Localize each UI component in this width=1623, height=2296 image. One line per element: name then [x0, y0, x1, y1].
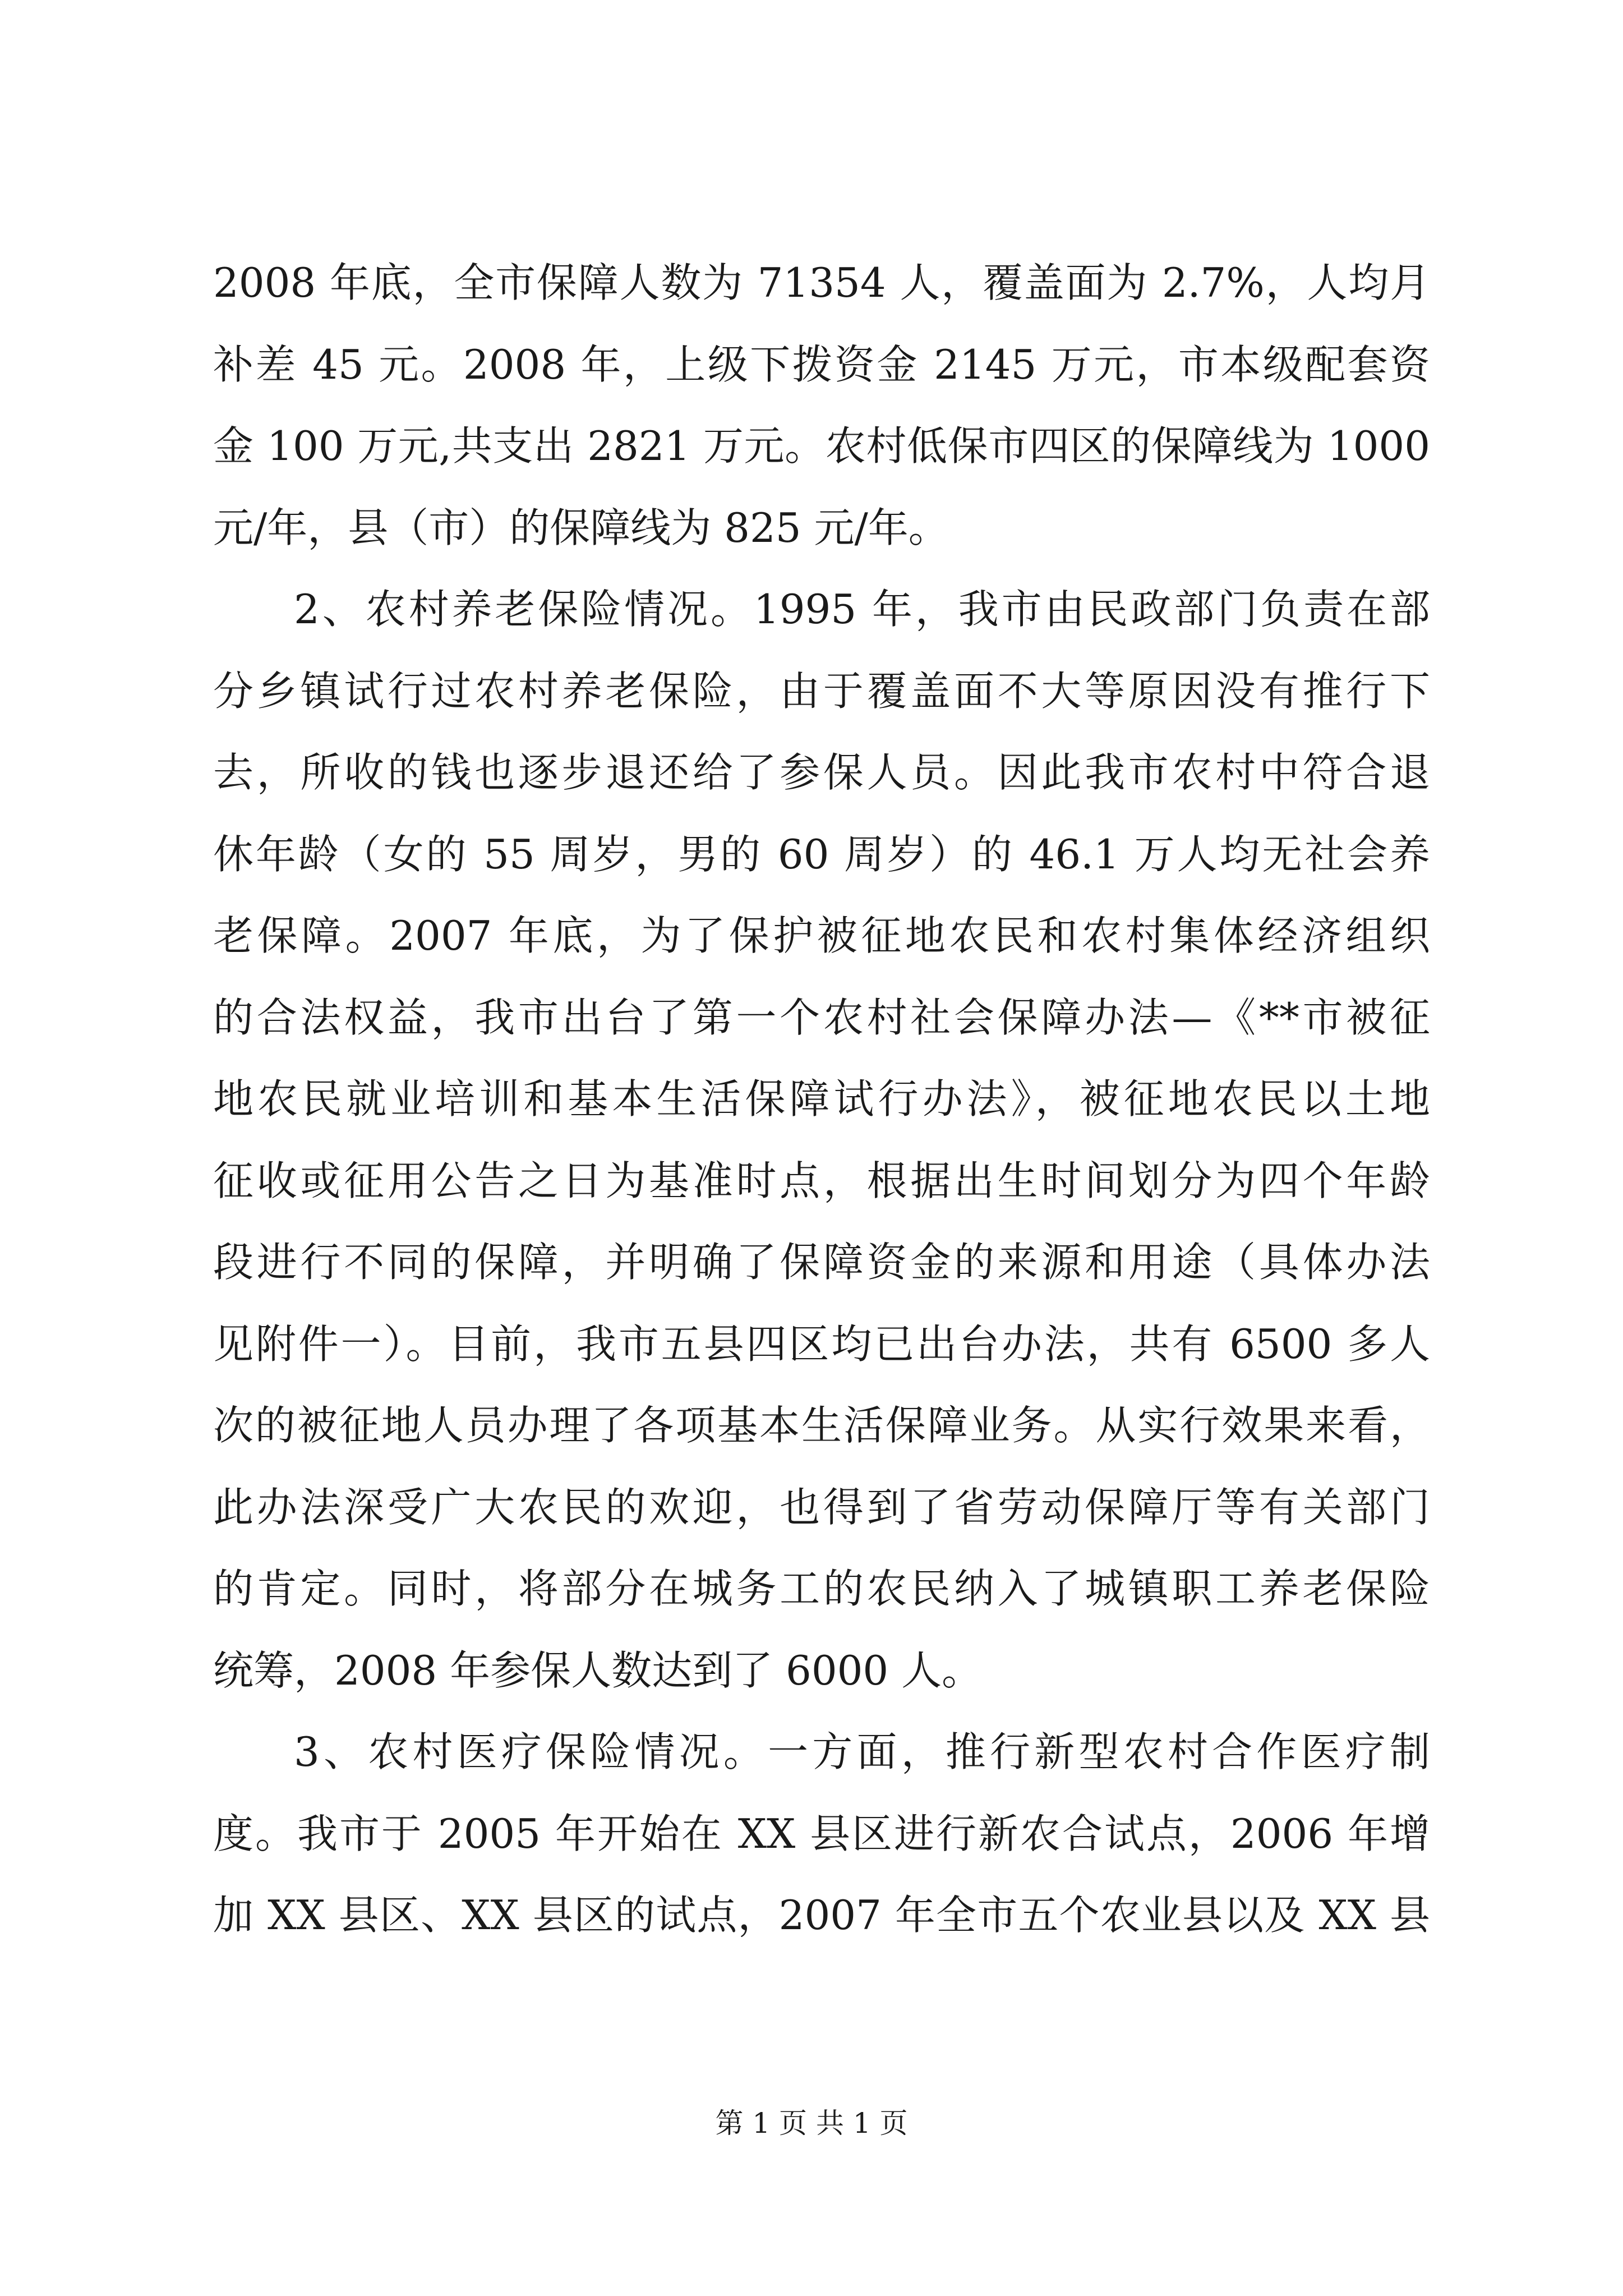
text-line: 的合法权益，我市出台了第一个农村社会保障办法—《**市被征: [213, 993, 1430, 1041]
text-line: 度。我市于 2005 年开始在 XX 县区进行新农合试点，2006 年增: [213, 1810, 1430, 1857]
text-line: 2008 年底，全市保障人数为 71354 人，覆盖面为 2.7%，人均月: [213, 259, 1430, 306]
text-line: 次的被征地人员办理了各项基本生活保障业务。从实行效果来看，: [213, 1402, 1430, 1449]
text-line: 分乡镇试行过农村养老保险，由于覆盖面不大等原因没有推行下: [213, 667, 1430, 715]
text-line: 征收或征用公告之日为基准时点，根据出生时间划分为四个年龄: [213, 1157, 1430, 1204]
text-line: 地农民就业培训和基本生活保障试行办法》，被征地农民以土地: [213, 1075, 1430, 1122]
text-line: 休年龄（女的 55 周岁，男的 60 周岁）的 46.1 万人均无社会养: [213, 830, 1430, 878]
paragraph-first-line: 2、农村养老保险情况。1995 年，我市由民政部门负责在部: [294, 586, 1430, 633]
text-line: 补差 45 元。2008 年，上级下拨资金 2145 万元，市本级配套资: [213, 341, 1430, 388]
text-line: 见附件一）。目前，我市五县四区均已出台办法，共有 6500 多人: [213, 1320, 1430, 1368]
text-line: 此办法深受广大农民的欢迎，也得到了省劳动保障厅等有关部门: [213, 1483, 1430, 1531]
paragraph-first-line: 3、农村医疗保险情况。一方面，推行新型农村合作医疗制: [294, 1728, 1430, 1775]
text-line: 的肯定。同时，将部分在城务工的农民纳入了城镇职工养老保险: [213, 1565, 1430, 1612]
page-footer: 第 1 页 共 1 页: [715, 2107, 908, 2139]
text-line: 统筹，2008 年参保人数达到了 6000 人。: [213, 1646, 983, 1694]
text-line: 元/年，县（市）的保障线为 825 元/年。: [213, 504, 949, 551]
text-line: 老保障。2007 年底，为了保护被征地农民和农村集体经济组织: [213, 912, 1430, 959]
text-line: 金 100 万元,共支出 2821 万元。农村低保市四区的保障线为 1000: [213, 422, 1430, 470]
document-body: [213, 259, 1430, 1977]
text-line: 加 XX 县区、XX 县区的试点，2007 年全市五个农业县以及 XX 县: [213, 1892, 1430, 1939]
text-line: 段进行不同的保障，并明确了保障资金的来源和用途（具体办法: [213, 1239, 1430, 1286]
text-line: 去，所收的钱也逐步退还给了参保人员。因此我市农村中符合退: [213, 749, 1430, 796]
